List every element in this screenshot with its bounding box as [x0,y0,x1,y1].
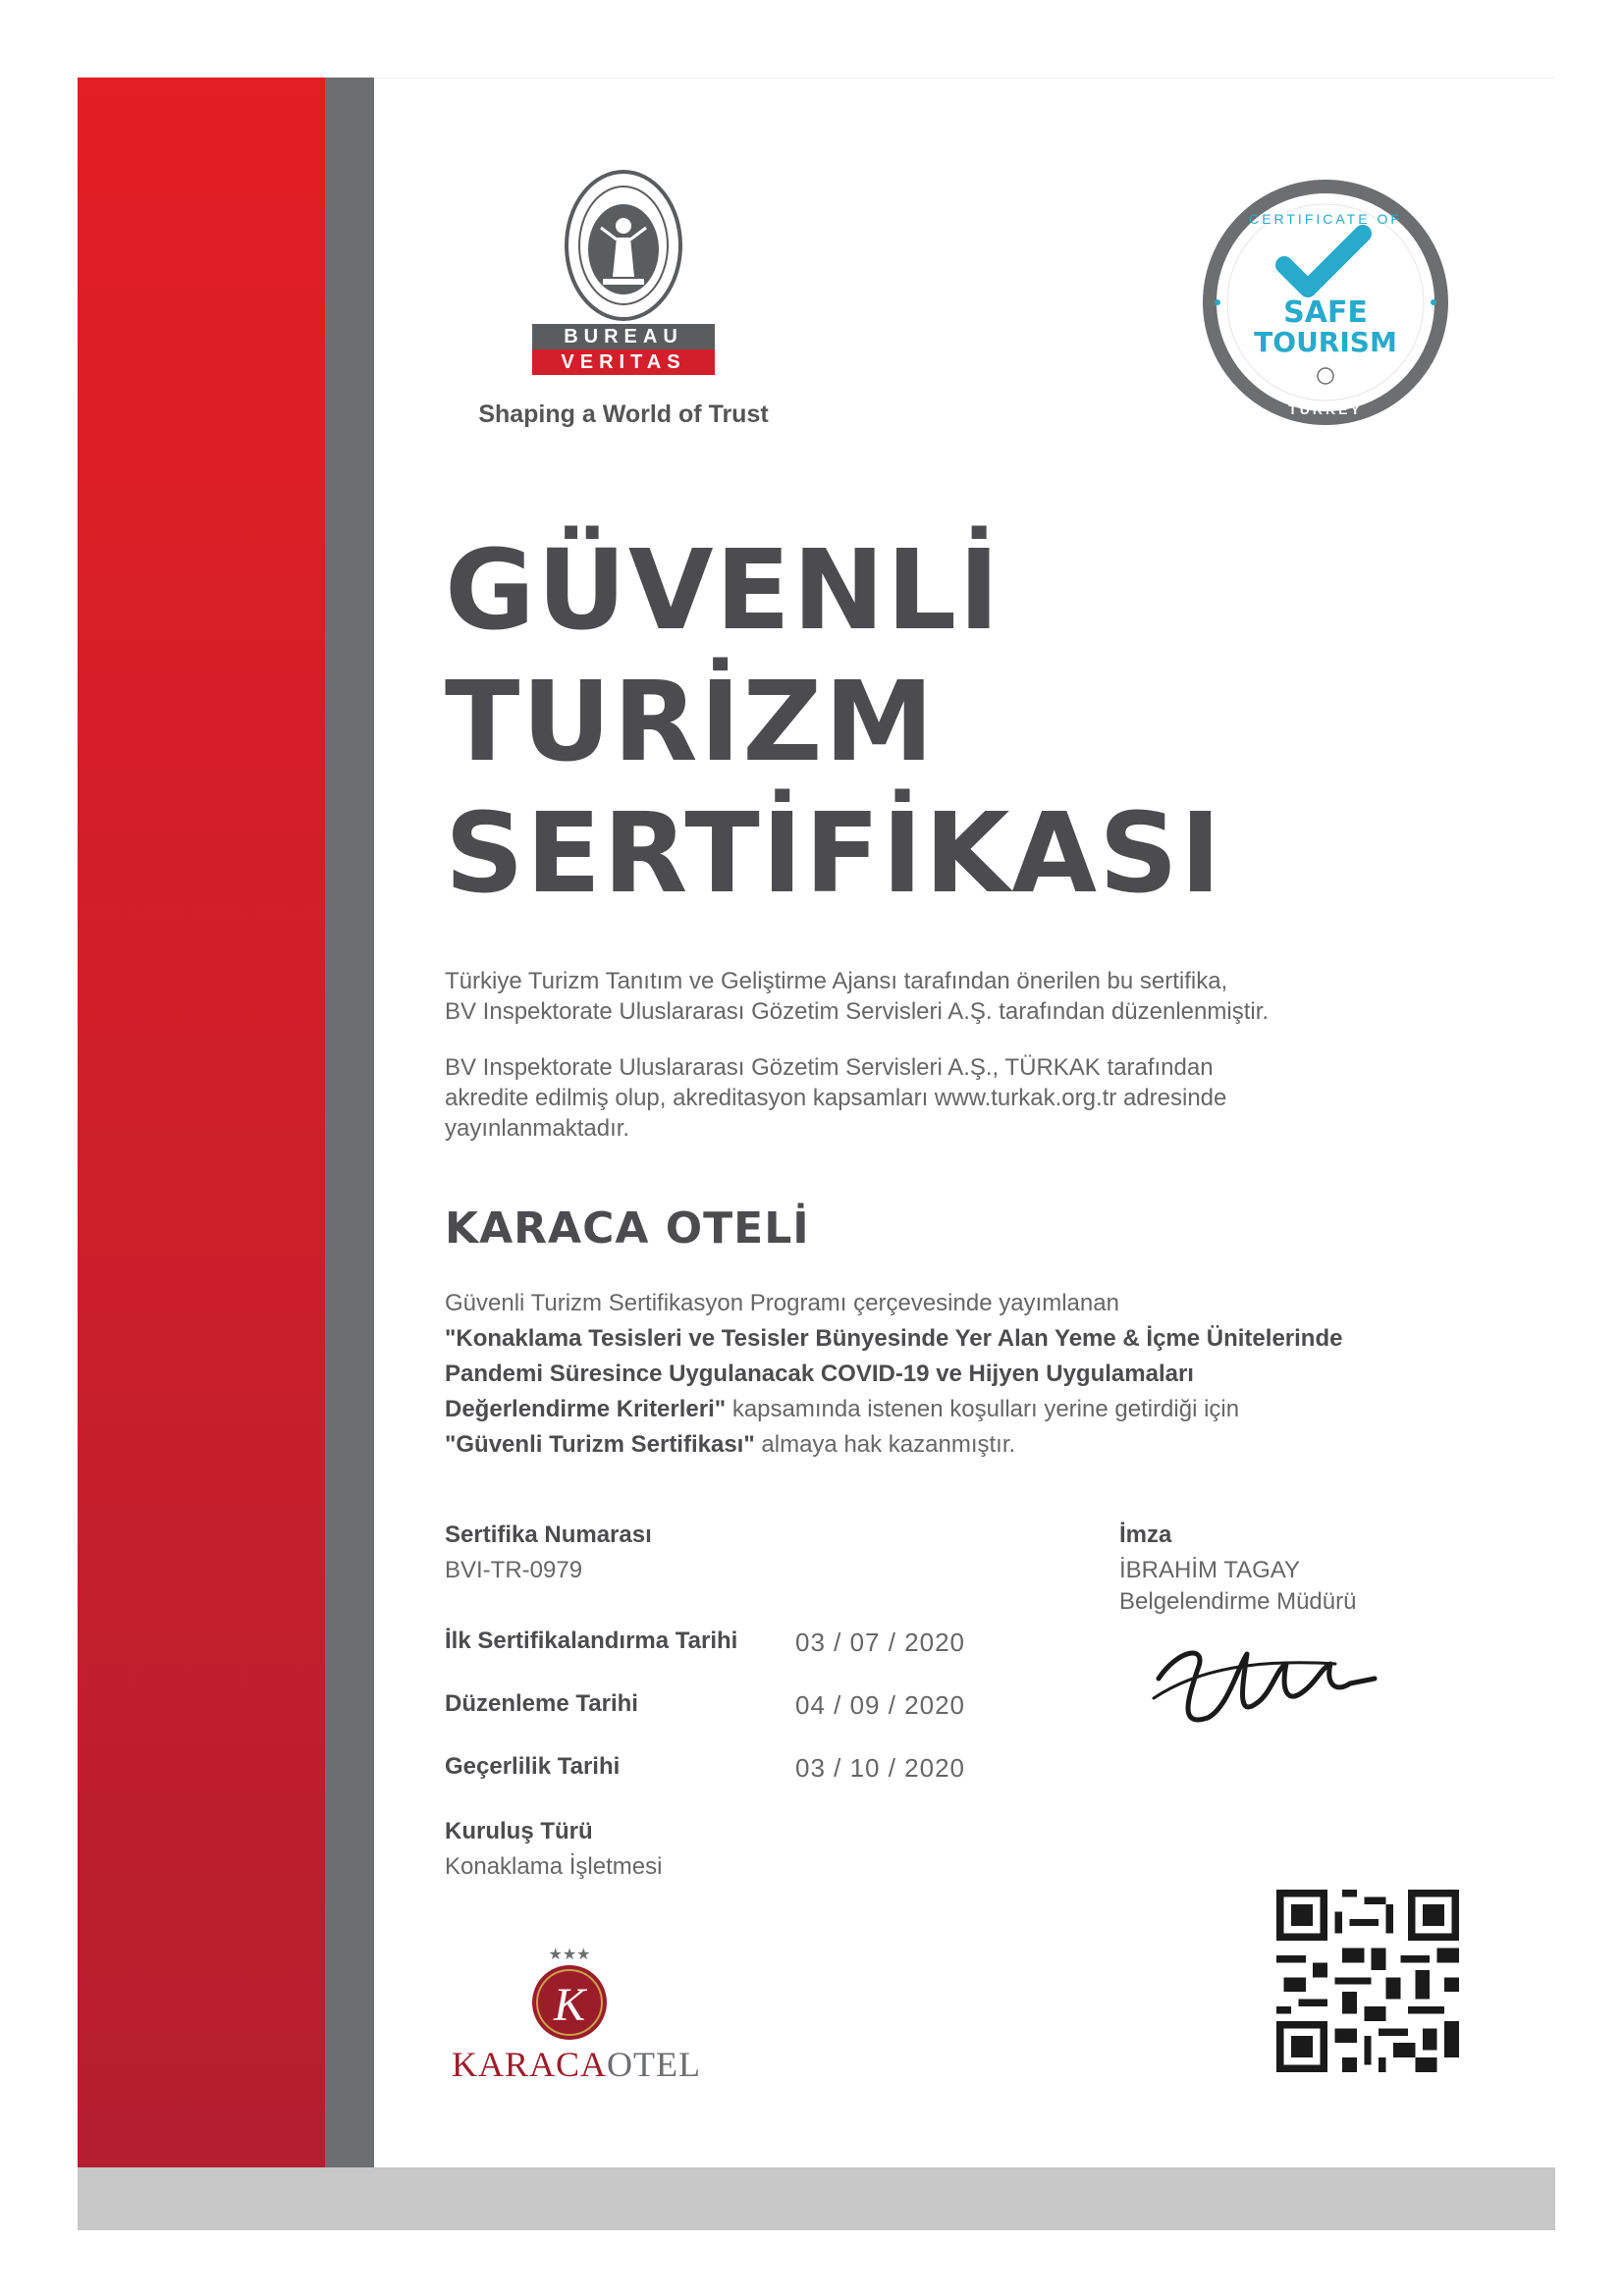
body-line4-rest: kapsamında istenen koşulları yerine getirdiği için [726,1396,1240,1422]
intro-paragraph-1 [445,966,1427,1027]
title-line3: SERTİFİKASI [445,790,1223,918]
badge-top-text: CERTIFICATE OF [1249,211,1402,227]
intro-paragraph-2 [445,1052,1427,1144]
karaca-word2: OTEL [607,2045,701,2084]
badge-bottom-text: TURKEY [1288,401,1363,417]
badge-line2: TOURISM [1254,326,1397,358]
signatory-role: Belgelendirme Müdürü [1119,1588,1357,1615]
karaca-word1: KARACA [452,2045,608,2084]
bv-line2: VERITAS [532,349,715,375]
bv-line1: BUREAU [532,324,715,349]
first-cert-date-label: İlk Sertifikalandırma Tarihi [445,1628,738,1654]
first-cert-date-value: 03 / 07 / 2020 [795,1628,966,1657]
body-line5 [445,1427,1486,1463]
bv-tagline: Shaping a World of Trust [478,400,769,428]
gray-side-band [325,78,374,2167]
body-line4 [445,1392,1486,1427]
handwritten-signature [1139,1610,1394,1757]
bv-seal-icon [560,169,687,326]
red-side-band [78,78,325,2167]
cert-number-value: BVI-TR-0979 [445,1557,583,1583]
karaca-crest-icon [452,1944,687,2042]
body-line3: Pandemi Süresince Uygulanacak COVID-19 ve Hijyen Uygulamaları [445,1361,1194,1387]
title-line2: TURİZM [445,659,936,786]
cert-number-label: Sertifika Numarası [445,1522,652,1548]
karaca-crest-letter: K [553,1979,586,2031]
body-line2: "Konaklama Tesisleri ve Tesisler Bünyesinde Yer Alan Yeme & İçme Ünitelerinde [445,1325,1343,1352]
validity-date-value: 03 / 10 / 2020 [795,1753,966,1783]
karaca-wordmark [452,2044,701,2085]
intro-p1-line2: BV Inspektorate Uluslararası Gözetim Servisleri A.Ş. tarafından düzenlenmiştir. [445,998,1270,1025]
bottom-band [78,2167,1555,2230]
intro-p2-line2: akredite edilmiş olup, akreditasyon kapsamları www.turkak.org.tr adresinde [445,1085,1227,1111]
certificate-body [445,1286,1486,1463]
svg-text:★★★: ★★★ [548,1945,591,1963]
body-line5-bold: "Güvenli Turizm Sertifikası" [445,1431,755,1458]
establishment-type-value: Konaklama İşletmesi [445,1853,663,1880]
karaca-otel-logo [452,1944,701,2084]
certificate-title [445,525,1222,920]
intro-p2-line1: BV Inspektorate Uluslararası Gözetim Servisleri A.Ş., TÜRKAK tarafından [445,1054,1214,1081]
body-line5-rest: almaya hak kazanmıştır. [754,1431,1016,1458]
title-line1: GÜVENLİ [445,527,1001,655]
badge-line1: SAFE [1283,295,1368,330]
body-line1: Güvenli Turizm Sertifikasyon Programı çerçevesinde yayımlanan [445,1290,1119,1316]
qr-code [1276,1890,1459,2072]
body-line4-bold: Değerlendirme Kriterleri" [445,1396,727,1422]
bv-wordmark [532,324,715,375]
validity-date-label: Geçerlilik Tarihi [445,1753,621,1780]
issue-date-label: Düzenleme Tarihi [445,1690,638,1717]
top-rule [374,78,1555,79]
issue-date-value: 04 / 09 / 2020 [795,1690,966,1720]
signature-label: İmza [1119,1522,1172,1548]
bureau-veritas-logo [461,169,785,434]
hotel-name: KARACA OTELİ [445,1203,810,1254]
establishment-type-label: Kuruluş Türü [445,1818,593,1844]
intro-p1-line1: Türkiye Turizm Tanıtım ve Geliştirme Ajansı tarafından önerilen bu sertifika, [445,968,1228,994]
intro-p2-line3: yayınlanmaktadır. [445,1115,630,1142]
signatory-name: İBRAHİM TAGAY [1119,1557,1301,1583]
safe-tourism-badge [1198,175,1453,430]
